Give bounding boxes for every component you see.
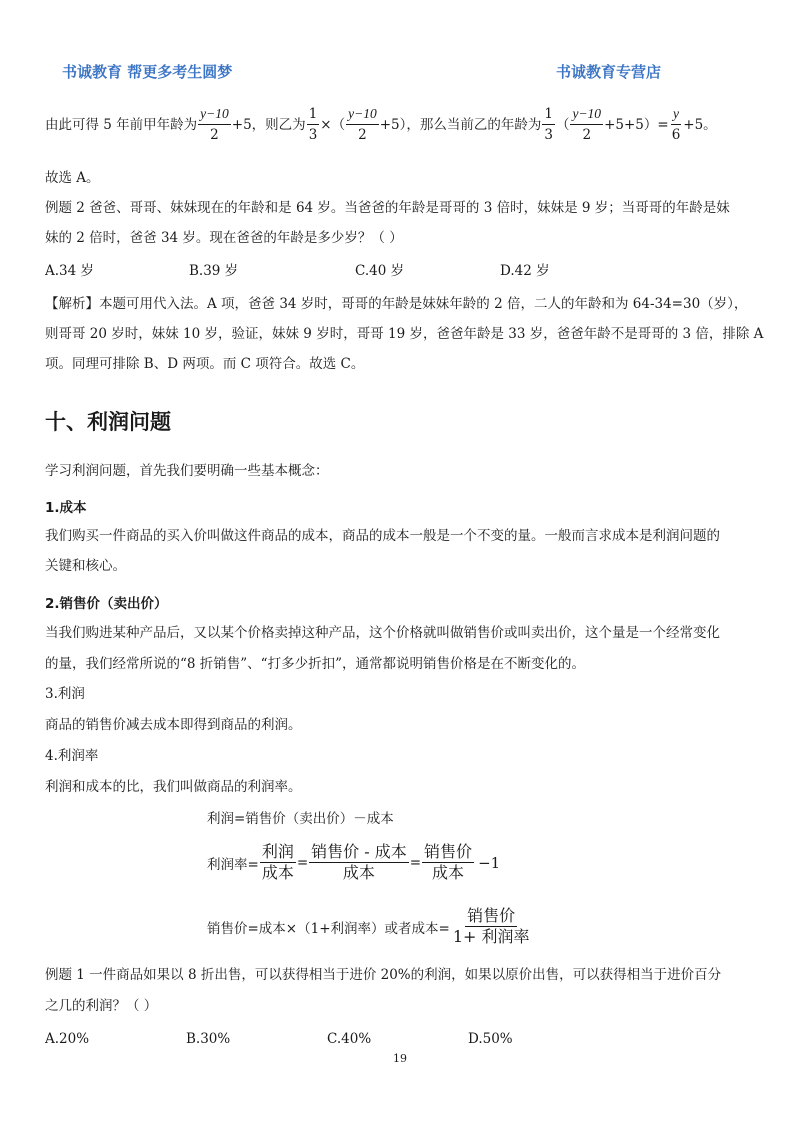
fraction-y-minus-10-over-2-b: $\frac{y-10}{2}$ [348,106,377,143]
intro-text-3: ×（ [320,116,346,133]
fraction-y-over-6: $\frac{y}{6}$ [671,106,681,143]
intro-text-6: +5+5）= [604,116,669,133]
answer-a: 故选 A。 [45,170,100,186]
page-number: 19 [393,1052,407,1065]
concept-1-line1: 我们购买一件商品的买入价叫做这件商品的成本，商品的成本一般是一个不变的量。一般而言求成本是利润问题的 [45,528,720,544]
example1-option-a: A.20% [45,1031,90,1047]
example2-option-d: D.42 岁 [500,263,550,279]
intro-text-5: （ [555,116,570,133]
fraction-profit-over-cost: $\frac{\text{利润}}{\text{成本}}$ [261,842,294,882]
example1-line1: 例题 1 一件商品如果以 8 折出售，可以获得相当于进价 20%的利润，如果以原价出售，可以获得相当于进价百分 [45,967,722,983]
example1-line2: 之几的利润？（ ） [45,998,158,1014]
formula-selling-price [207,906,533,947]
fraction-one-third-b: $\frac{1}{3}$ [544,106,553,143]
concept-3-title: 3.利润 [45,686,85,702]
formula-profit: 利润=销售价（卖出价）－成本 [207,811,394,827]
example1-option-b: B.30% [186,1031,231,1047]
header-left: 书诚教育 帮更多考生圆梦 [62,63,233,81]
intro-formula-line [45,104,717,145]
concept-4-title: 4.利润率 [45,748,99,764]
fraction-price-minus-cost-over-cost: $\frac{\text{销售价 - 成本}}{\text{成本}}$ [311,842,407,882]
intro-text-4: +5），那么当前乙的年龄为 [379,116,542,133]
formula-profit-rate-label: 利润率= [207,856,259,873]
fraction-one-third: $\frac{1}{3}$ [308,106,318,143]
example1-option-c: C.40% [327,1031,372,1047]
section-title: 十、利润问题 [45,410,171,434]
example2-analysis-line1: 【解析】本题可用代入法。A 项，爸爸 34 岁时，哥哥的年龄是妹妹年龄的 2 倍，二人的年龄和为 64-34=30（岁）， [45,296,748,312]
fraction-price-over-one-plus-rate: $\frac{\text{销售价}}{\text{1+ 利润率}}$ [452,906,530,946]
header-right: 书诚教育专营店 [556,63,662,81]
formula-profit-rate [207,842,500,883]
fraction-price-over-cost: $\frac{\text{销售价}}{\text{成本}}$ [424,842,473,882]
concept-3-text: 商品的销售价减去成本即得到商品的利润。 [45,717,302,733]
concept-2-line2: 的量，我们经常所说的“8 折销售”、“打多少折扣”，通常都说明销售价格是在不断变化的。 [45,656,585,672]
example2-line2: 妹的 2 倍时，爸爸 34 岁。现在爸爸的年龄是多少岁？（ ） [45,230,403,246]
formula-equals-2: = [409,854,422,871]
concept-2-title: 2.销售价（卖出价） [45,596,168,612]
formula-equals-1: = [296,854,309,871]
fraction-y-minus-10-over-2-c: $\frac{y-10}{2}$ [572,106,602,143]
intro-text-2: +5，则乙为 [231,116,306,133]
intro-text-7: +5。 [683,116,717,133]
intro-text-1: 由此可得 5 年前甲年龄为 [45,116,198,133]
section-intro: 学习利润问题，首先我们要明确一些基本概念： [45,463,329,479]
example2-line1: 例题 2 爸爸、哥哥、妹妹现在的年龄和是 64 岁。当爸爸的年龄是哥哥的 3 倍时，妹妹是 9 岁；当哥哥的年龄是妹 [45,200,730,216]
example1-option-d: D.50% [468,1031,513,1047]
example2-analysis-line2: 则哥哥 20 岁时，妹妹 10 岁，验证，妹妹 9 岁时，哥哥 19 岁，爸爸年龄是 33 岁，爸爸年龄不是哥哥的 3 倍，排除 A [45,326,764,342]
fraction-y-minus-10-over-2: $\frac{y-10}{2}$ [200,106,229,143]
formula-selling-price-label: 销售价=成本×（1+利润率）或者成本= [207,920,450,937]
concept-1-line2: 关键和核心。 [45,558,126,574]
example2-option-a: A.34 岁 [45,263,95,279]
concept-2-line1: 当我们购进某种产品后，又以某个价格卖掉这种产品，这个价格就叫做销售价或叫卖出价，这个量是一个经常变化 [45,625,720,641]
concept-1-title: 1.成本 [45,500,87,516]
concept-4-text: 利润和成本的比，我们叫做商品的利润率。 [45,779,302,795]
example2-option-c: C.40 岁 [355,263,405,279]
example2-option-b: B.39 岁 [189,263,239,279]
example2-analysis-line3: 项。同理可排除 B、D 两项。而 C 项符合。故选 C。 [45,356,365,372]
formula-minus-one: −1 [478,853,501,872]
